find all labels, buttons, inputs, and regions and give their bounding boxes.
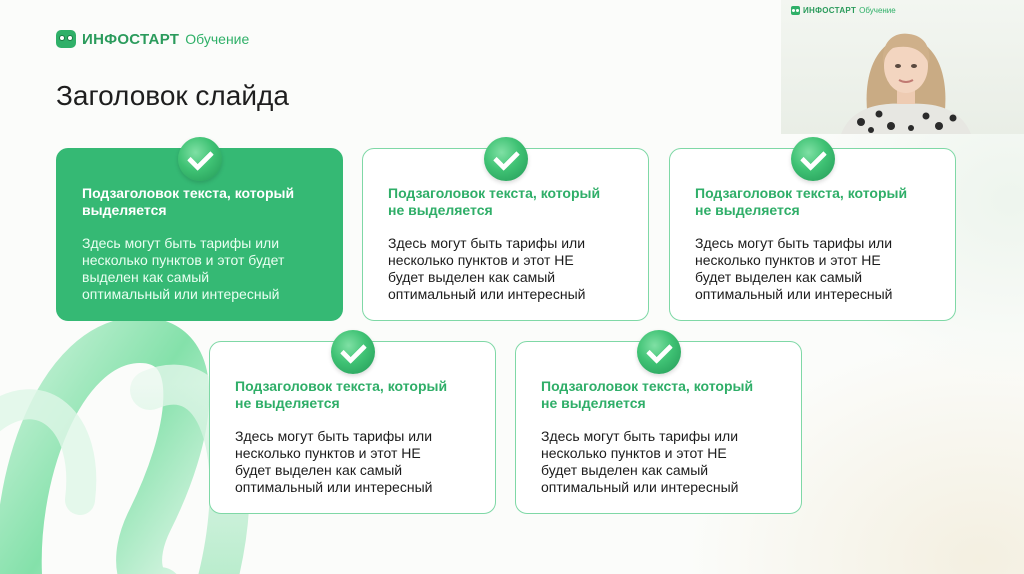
tariff-card xyxy=(515,341,802,514)
infostart-logo xyxy=(56,30,249,48)
check-circle-icon xyxy=(637,330,681,374)
speaker-image xyxy=(831,14,981,134)
owl-icon xyxy=(56,30,76,48)
card-body: Здесь могут быть тарифы или несколько пунктов и этот НЕ будет выделен как самый оптимальный или интересный xyxy=(235,428,433,495)
video-logo-sub-text: Обучение xyxy=(859,6,896,15)
card-subtitle: Подзаголовок текста, который не выделяется xyxy=(695,185,908,218)
check-circle-icon xyxy=(484,137,528,181)
logo-brand-text: ИНФОСТАРТ xyxy=(82,30,180,48)
speaker-video-overlay[interactable] xyxy=(781,0,1024,134)
logo-sub-text: Обучение xyxy=(185,31,250,47)
owl-icon xyxy=(791,6,800,15)
tariff-card-highlighted xyxy=(56,148,343,321)
card-subtitle: Подзаголовок текста, который не выделяется xyxy=(235,378,448,411)
card-subtitle: Подзаголовок текста, который не выделяется xyxy=(541,378,754,411)
check-circle-icon xyxy=(791,137,835,181)
video-logo-brand-text: ИНФОСТАРТ xyxy=(803,6,857,15)
slide-title: Заголовок слайда xyxy=(56,80,289,111)
card-body: Здесь могут быть тарифы или несколько пунктов и этот НЕ будет выделен как самый оптимальный или интересный xyxy=(541,428,739,495)
tariff-card xyxy=(669,148,956,321)
card-body: Здесь могут быть тарифы или несколько пунктов и этот НЕ будет выделен как самый оптимальный или интересный xyxy=(695,235,893,302)
check-circle-icon xyxy=(178,137,222,181)
check-circle-icon xyxy=(331,330,375,374)
card-subtitle: Подзаголовок текста, который выделяется xyxy=(82,185,295,218)
tariff-card xyxy=(362,148,649,321)
tariff-card xyxy=(209,341,496,514)
card-body: Здесь могут быть тарифы или несколько пунктов и этот будет выделен как самый оптимальный или интересный xyxy=(82,235,285,302)
card-subtitle: Подзаголовок текста, который не выделяется xyxy=(388,185,601,218)
card-body: Здесь могут быть тарифы или несколько пунктов и этот НЕ будет выделен как самый оптимальный или интересный xyxy=(388,235,586,302)
